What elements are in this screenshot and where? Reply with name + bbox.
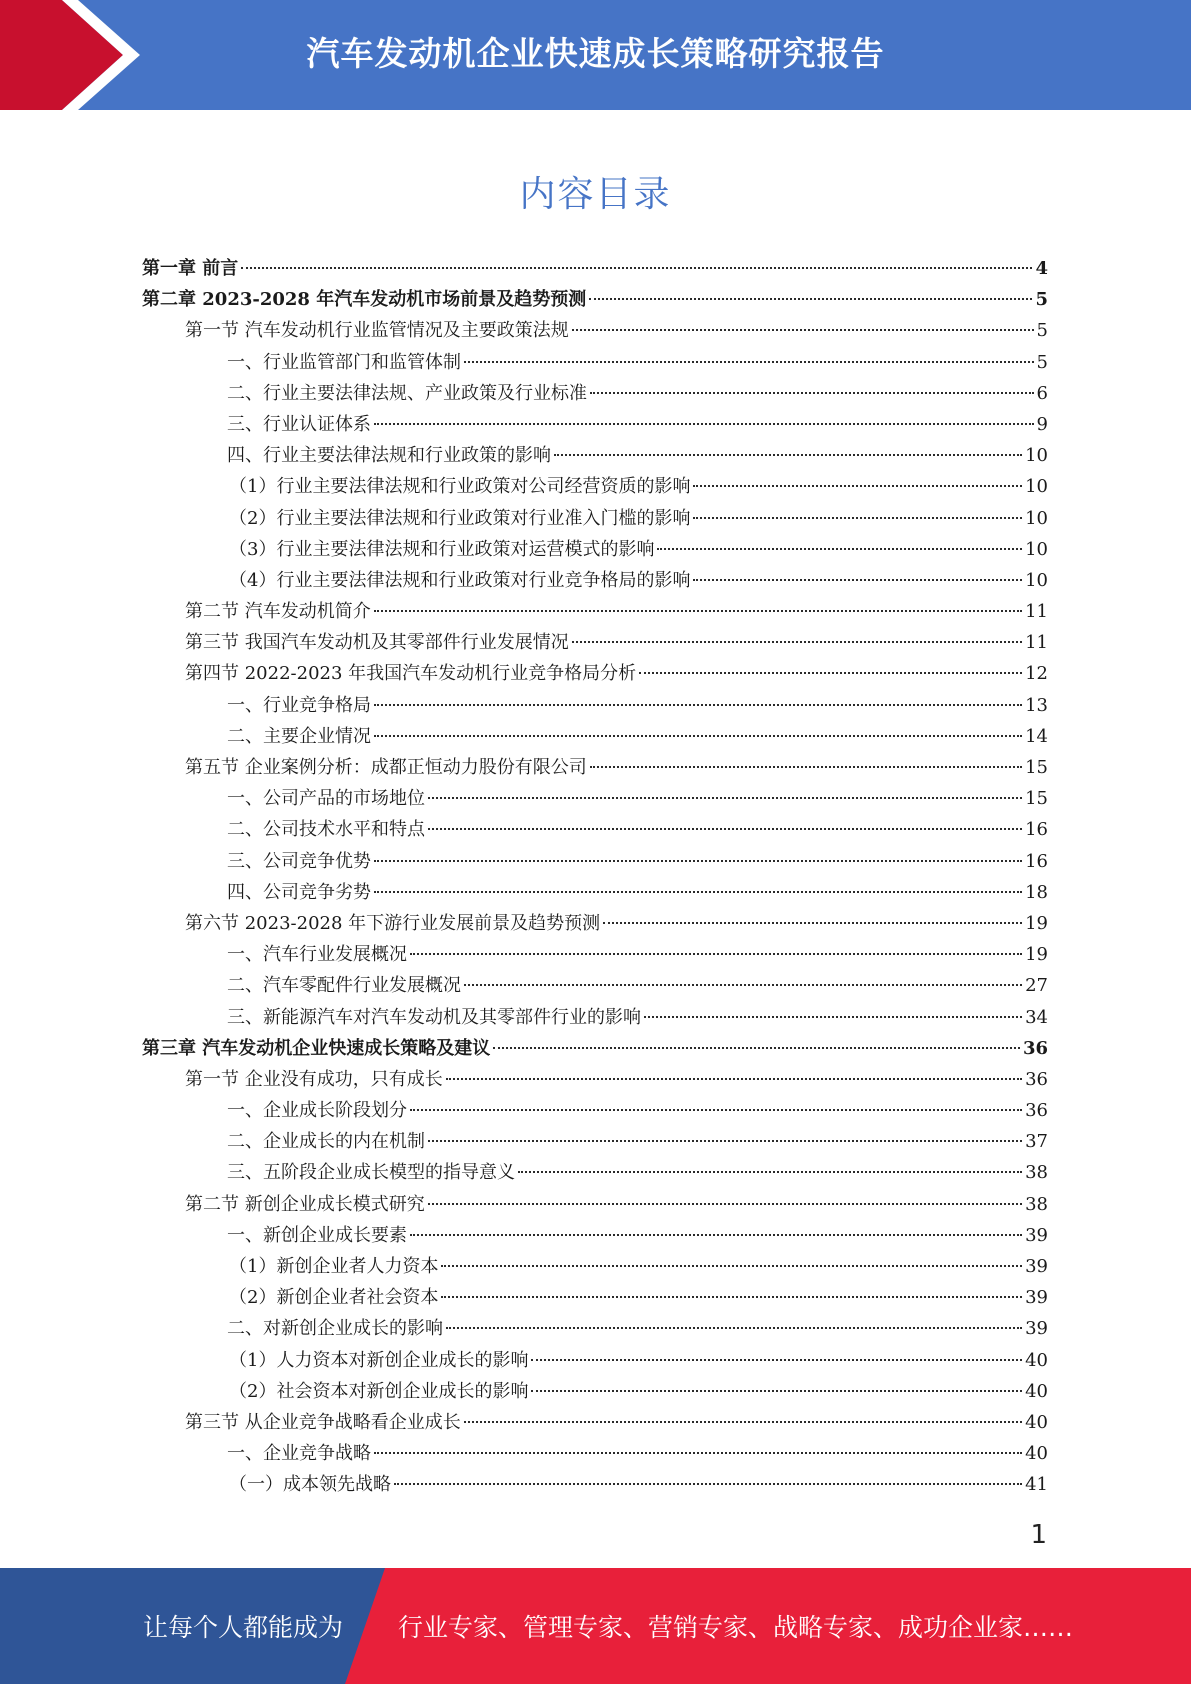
toc-dot-leader	[693, 485, 1022, 487]
toc-dot-leader	[446, 1327, 1022, 1329]
toc-entry[interactable]	[142, 534, 1048, 565]
toc-entry-title: （2）行业主要法律法规和行业政策对行业准入门槛的影响	[229, 507, 691, 529]
page-number: 1	[1030, 1520, 1047, 1550]
toc-entry-page: 10	[1025, 476, 1048, 498]
toc-entry-title: 第一节 汽车发动机行业监管情况及主要政策法规	[185, 320, 569, 342]
toc-entry-title: 四、公司竞争劣势	[227, 881, 371, 903]
toc-entry-title: 三、行业认证体系	[227, 413, 371, 435]
toc-entry[interactable]	[142, 1376, 1048, 1407]
toc-entry-page: 37	[1025, 1131, 1048, 1153]
toc-entry-title: 第三节 我国汽车发动机及其零部件行业发展情况	[185, 632, 569, 654]
toc-entry[interactable]	[142, 846, 1048, 877]
toc-dot-leader	[464, 361, 1034, 363]
toc-entry-page: 40	[1025, 1443, 1048, 1465]
toc-dot-leader	[374, 735, 1022, 737]
toc-entry[interactable]	[142, 1251, 1048, 1282]
toc-entry-page: 38	[1025, 1162, 1048, 1184]
toc-entry[interactable]	[142, 1157, 1048, 1188]
toc-entry-page: 16	[1025, 819, 1048, 841]
toc-dot-leader	[428, 1203, 1022, 1205]
toc-entry[interactable]	[142, 1469, 1048, 1500]
toc-entry[interactable]	[142, 1438, 1048, 1469]
toc-entry-title: （2）新创企业者社会资本	[229, 1287, 439, 1309]
toc-dot-leader	[374, 1452, 1022, 1454]
toc-dot-leader	[441, 1265, 1022, 1267]
toc-entry[interactable]	[142, 690, 1048, 721]
toc-entry-page: 12	[1025, 663, 1048, 685]
toc-entry[interactable]	[142, 596, 1048, 627]
footer-slogan-right: 行业专家、管理专家、营销专家、战略专家、成功企业家……	[398, 1613, 1074, 1642]
toc-dot-leader	[693, 517, 1022, 519]
toc-entry-page: 15	[1025, 757, 1048, 778]
toc-dot-leader	[374, 891, 1022, 893]
toc-dot-leader	[572, 641, 1022, 643]
toc-entry[interactable]	[142, 409, 1048, 440]
toc-dot-leader	[603, 922, 1022, 924]
toc-entry-page: 13	[1025, 694, 1048, 716]
toc-entry-title: （1）人力资本对新创企业成长的影响	[229, 1349, 529, 1371]
toc-entry-title: 二、汽车零配件行业发展概况	[227, 975, 461, 997]
toc-entry[interactable]	[142, 347, 1048, 378]
toc-entry-title: （1）新创企业者人力资本	[229, 1256, 439, 1277]
toc-entry-page: 40	[1025, 1380, 1048, 1402]
toc-entry-title: 二、企业成长的内在机制	[227, 1131, 425, 1153]
toc-entry-page: 10	[1025, 569, 1048, 591]
toc-entry-page: 27	[1025, 975, 1048, 997]
toc-entry-page: 39	[1025, 1318, 1048, 1340]
toc-entry[interactable]	[142, 440, 1048, 471]
toc-entry-title: 第二节 新创企业成长模式研究	[185, 1193, 425, 1215]
toc-entry-title: 一、汽车行业发展概况	[227, 944, 407, 966]
toc-entry-page: 19	[1025, 912, 1048, 934]
toc-entry[interactable]	[142, 1313, 1048, 1344]
toc-entry-title: 三、五阶段企业成长模型的指导意义	[227, 1162, 515, 1184]
toc-entry[interactable]	[142, 1189, 1048, 1220]
toc-entry[interactable]	[142, 1095, 1048, 1126]
toc-entry-title: 一、行业监管部门和监管体制	[227, 351, 461, 373]
toc-entry-page: 36	[1025, 1068, 1048, 1090]
toc-entry-page: 5	[1035, 289, 1048, 311]
toc-entry-title: 第一节 企业没有成功，只有成长	[185, 1068, 443, 1090]
toc-entry[interactable]	[142, 565, 1048, 596]
toc-entry[interactable]	[142, 1064, 1048, 1095]
toc-entry-title: 第三章 汽车发动机企业快速成长策略及建议	[142, 1037, 491, 1059]
table-of-contents	[142, 253, 1048, 1501]
toc-entry[interactable]	[142, 783, 1048, 814]
toc-entry-title: 一、公司产品的市场地位	[227, 788, 425, 810]
toc-entry[interactable]	[142, 1282, 1048, 1313]
toc-entry[interactable]	[142, 1033, 1048, 1064]
toc-entry[interactable]	[142, 503, 1048, 534]
toc-dot-leader	[464, 984, 1022, 986]
toc-entry[interactable]	[142, 1345, 1048, 1376]
toc-dot-leader	[693, 579, 1022, 581]
toc-entry-title: 第六节 2023-2028 年下游行业发展前景及趋势预测	[185, 912, 601, 934]
toc-dot-leader	[374, 610, 1022, 612]
toc-entry-title: 三、新能源汽车对汽车发动机及其零部件行业的影响	[227, 1006, 641, 1028]
toc-entry-title: 二、主要企业情况	[227, 725, 371, 747]
toc-entry-title: 一、新创企业成长要素	[227, 1224, 407, 1246]
toc-entry-title: 二、公司技术水平和特点	[227, 819, 425, 841]
toc-entry-page: 14	[1025, 725, 1048, 747]
toc-entry-page: 40	[1025, 1411, 1048, 1433]
toc-dot-leader	[554, 454, 1022, 456]
toc-dot-leader	[657, 548, 1022, 550]
toc-entry-title: 第二章 2023-2028 年汽车发动机市场前景及趋势预测	[142, 289, 587, 311]
toc-entry-title: 一、企业成长阶段划分	[227, 1100, 407, 1122]
footer-band	[0, 1568, 1191, 1684]
toc-entry[interactable]	[142, 721, 1048, 752]
toc-heading: 内容目录	[519, 174, 672, 215]
toc-entry-page: 4	[1035, 258, 1048, 279]
toc-entry-title: 二、行业主要法律法规、产业政策及行业标准	[227, 382, 587, 404]
toc-entry[interactable]	[142, 284, 1048, 315]
toc-dot-leader	[590, 766, 1022, 768]
toc-entry-page: 18	[1025, 881, 1048, 903]
toc-entry-title: 二、对新创企业成长的影响	[227, 1318, 443, 1340]
toc-entry[interactable]	[142, 315, 1048, 346]
toc-entry-title: （1）行业主要法律法规和行业政策对公司经营资质的影响	[229, 476, 691, 498]
toc-entry[interactable]	[142, 658, 1048, 689]
toc-entry-page: 11	[1025, 601, 1048, 623]
toc-entry[interactable]	[142, 939, 1048, 970]
toc-dot-leader	[493, 1047, 1020, 1049]
toc-entry[interactable]	[142, 752, 1048, 783]
toc-entry[interactable]	[142, 1407, 1048, 1438]
toc-dot-leader	[531, 1359, 1022, 1361]
toc-dot-leader	[518, 1171, 1022, 1173]
toc-dot-leader	[410, 1234, 1022, 1236]
toc-dot-leader	[441, 1296, 1022, 1298]
footer-slogan-left: 让每个人都能成为	[143, 1613, 344, 1642]
toc-entry-page: 36	[1025, 1100, 1048, 1122]
toc-entry[interactable]	[142, 378, 1048, 409]
toc-entry-page: 10	[1025, 507, 1048, 529]
toc-entry[interactable]	[142, 1220, 1048, 1251]
toc-dot-leader	[374, 423, 1034, 425]
toc-entry-page: 39	[1025, 1224, 1048, 1246]
toc-dot-leader	[241, 267, 1032, 269]
toc-entry-title: （4）行业主要法律法规和行业政策对行业竞争格局的影响	[229, 569, 691, 591]
toc-dot-leader	[446, 1078, 1022, 1080]
toc-dot-leader	[639, 672, 1022, 674]
toc-entry-title: （一）成本领先战略	[229, 1474, 391, 1496]
toc-entry[interactable]	[142, 253, 1048, 284]
toc-entry-page: 15	[1025, 788, 1048, 810]
toc-entry-page: 9	[1036, 413, 1048, 435]
toc-entry[interactable]	[142, 908, 1048, 939]
report-title: 汽车发动机企业快速成长策略研究报告	[306, 34, 885, 73]
toc-dot-leader	[464, 1421, 1022, 1423]
header-band	[0, 0, 1191, 110]
toc-dot-leader	[410, 953, 1022, 955]
toc-entry-title: 第三节 从企业竞争战略看企业成长	[185, 1411, 461, 1433]
toc-dot-leader	[589, 298, 1032, 300]
toc-entry-title: 三、公司竞争优势	[227, 850, 371, 872]
toc-dot-leader	[374, 860, 1022, 862]
toc-entry[interactable]	[142, 877, 1048, 908]
toc-entry-title: （2）社会资本对新创企业成长的影响	[229, 1380, 529, 1402]
toc-entry-title: 第一章 前言	[142, 258, 239, 279]
toc-entry[interactable]	[142, 814, 1048, 845]
toc-entry-page: 39	[1025, 1287, 1048, 1309]
toc-dot-leader	[428, 1140, 1022, 1142]
toc-entry-page: 41	[1025, 1474, 1048, 1496]
toc-entry-page: 19	[1025, 944, 1048, 966]
toc-entry-page: 5	[1036, 351, 1048, 373]
toc-dot-leader	[428, 828, 1022, 830]
toc-entry-page: 11	[1025, 632, 1048, 654]
toc-entry[interactable]	[142, 627, 1048, 658]
toc-entry-page: 10	[1025, 445, 1048, 467]
toc-dot-leader	[644, 1016, 1022, 1018]
toc-entry[interactable]	[142, 1002, 1048, 1033]
toc-dot-leader	[531, 1390, 1022, 1392]
toc-entry-page: 5	[1036, 320, 1048, 342]
toc-dot-leader	[410, 1109, 1022, 1111]
toc-entry[interactable]	[142, 471, 1048, 502]
toc-entry-page: 10	[1025, 538, 1048, 560]
toc-entry-title: 第四节 2022-2023 年我国汽车发动机行业竞争格局分析	[185, 663, 637, 685]
toc-entry-page: 39	[1025, 1256, 1048, 1277]
toc-dot-leader	[374, 704, 1022, 706]
toc-entry-page: 34	[1025, 1006, 1048, 1028]
toc-entry-page: 6	[1036, 382, 1048, 404]
toc-entry-title: 四、行业主要法律法规和行业政策的影响	[227, 445, 551, 467]
toc-entry-page: 16	[1025, 850, 1048, 872]
toc-entry[interactable]	[142, 970, 1048, 1001]
toc-entry-title: 一、企业竞争战略	[227, 1443, 371, 1465]
toc-entry-title: 一、行业竞争格局	[227, 694, 371, 716]
toc-entry-page: 36	[1022, 1037, 1048, 1059]
toc-entry-page: 40	[1025, 1349, 1048, 1371]
toc-entry[interactable]	[142, 1126, 1048, 1157]
toc-entry-title: 第二节 汽车发动机简介	[185, 601, 371, 623]
toc-dot-leader	[428, 797, 1022, 799]
toc-entry-page: 38	[1025, 1193, 1048, 1215]
toc-dot-leader	[590, 392, 1034, 394]
toc-entry-title: （3）行业主要法律法规和行业政策对运营模式的影响	[229, 538, 655, 560]
toc-entry-title: 第五节 企业案例分析：成都正恒动力股份有限公司	[185, 757, 587, 778]
toc-dot-leader	[572, 329, 1034, 331]
toc-dot-leader	[394, 1483, 1022, 1485]
